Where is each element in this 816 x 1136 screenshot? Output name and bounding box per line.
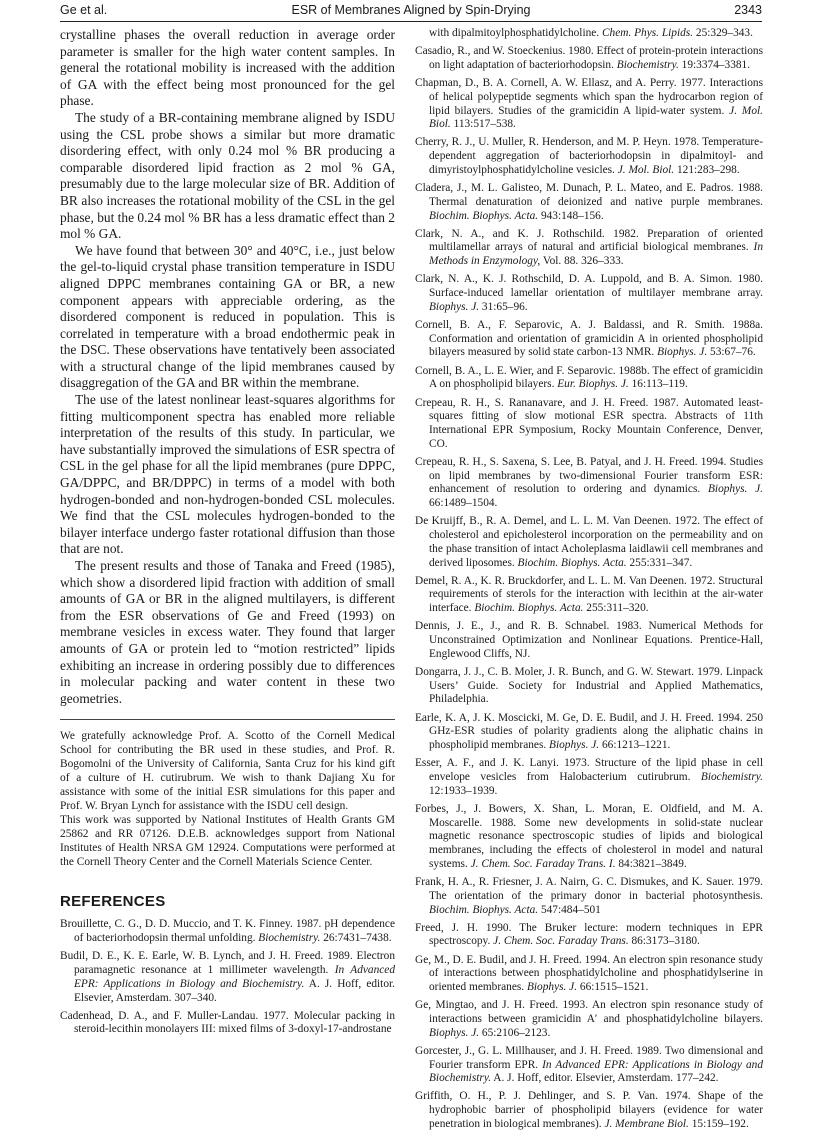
reference-continuation xyxy=(415,27,763,41)
reference-volume-pages: 12:1933–1939. xyxy=(429,784,498,797)
reference-item xyxy=(415,876,763,917)
reference-volume-pages: 66:1515–1521. xyxy=(577,981,649,994)
reference-item xyxy=(415,712,763,753)
reference-text: Cadenhead, D. A., and F. Muller-Landau. 1977. Molecular packing in steroid-lecithin monolayers III: mixed films of 3-doxyl-17-androstane xyxy=(60,1009,395,1036)
reference-item xyxy=(60,918,395,946)
reference-text: Chapman, D., B. A. Cornell, A. W. Ellasz, and A. Perry. 1977. Interactions of helical polypeptide segments which span the hydrocarbon region of lipid bilayers. Studies of the gramicidin A lipid-water system. xyxy=(415,77,763,117)
reference-journal: Biochemistry. xyxy=(700,771,763,783)
reference-volume-pages: 19:3374–3381. xyxy=(678,58,751,71)
reference-text: Earle, K. A, J. K. Moscicki, M. Ge, D. E. Budil, and J. H. Freed. 1994. 250 GHz-ESR studies of polarity gradients along the aliphatic chains in phospholipid membranes. xyxy=(415,711,763,752)
reference-text: Freed, J. H. 1990. The Bruker lecture: modern techniques in EPR spectroscopy. xyxy=(415,921,763,948)
reference-journal: Biophys. J. xyxy=(707,483,764,496)
reference-list-right xyxy=(415,45,763,1132)
reference-item xyxy=(415,456,763,511)
reference-volume-pages: 25:329–343. xyxy=(693,27,753,39)
reference-journal: In Advanced EPR: Applications in Biology and Biochemistry. xyxy=(429,1058,763,1085)
header-title: ESR of Membranes Aligned by Spin-Drying xyxy=(291,3,531,17)
reference-item xyxy=(415,803,763,872)
body-paragraph: We have found that between 30° and 40°C, i.e., just below the gel-to-liquid crystal phase transition temperature in ISDU aligned DPPC membranes containing GA or BR, a new component appears with appreciable ordering, as the disordered component is reduced in population. This is correlated in temperature with a broad endothermic peak in the DSC. These observations have tentatively been associated with a structural change of the lipid membranes caused by disaggregation of the GA and BR within the membrane. xyxy=(60,242,395,391)
reference-journal: Biophys. J. xyxy=(429,1026,480,1039)
funding-paragraph: This work was supported by National Institutes of Health Grants GM 25862 and RR 07126. D.E.B. acknowledges support from National Institutes of Health NRSA GM 12924. Computations were performed at the Cornell Theory Center and the Cornell Materials Science Center. xyxy=(60,813,395,868)
reference-journal: Biochemistry. xyxy=(258,932,321,945)
reference-volume-pages: 16:113–119. xyxy=(628,378,688,391)
reference-item xyxy=(415,922,763,950)
reference-journal: J. Mol. Biol. xyxy=(617,163,675,176)
reference-volume-pages: 84:3821–3849. xyxy=(615,857,687,870)
reference-volume-pages: 121:283–298. xyxy=(674,163,740,176)
reference-journal: Biochim. Biophys. Acta. xyxy=(517,556,627,569)
body-paragraph: crystalline phases the overall reduction in average order parameter is smaller for the high water content samples. In general the rotational mobility is increased with the addition of GA with the effect being most pronounced for the gel phase. xyxy=(60,27,395,109)
reference-volume-pages: 943:148–156. xyxy=(538,209,604,222)
reference-volume-pages: 53:67–76. xyxy=(707,346,756,359)
reference-item xyxy=(415,757,763,798)
reference-item xyxy=(415,228,763,269)
reference-volume-pages: 66:1213–1221. xyxy=(599,739,671,752)
reference-item xyxy=(415,954,763,995)
reference-text: Cherry, R. J., U. Muller, R. Henderson, and M. P. Heyn. 1978. Temperature-dependent aggregation of bacteriorhodopsin in dipalmitoyl- and dimyristoylphosphatidylcholine vesicles. xyxy=(415,136,763,176)
reference-item xyxy=(415,365,763,393)
reference-item xyxy=(415,999,763,1040)
reference-text: Dongarra, J. J., C. B. Moler, J. R. Bunch, and G. W. Stewart. 1979. Linpack Users’ Guide. Society for Industrial and Applied Mathematics, Philadelphia. xyxy=(415,665,763,706)
reference-item xyxy=(415,620,763,661)
reference-text: Frank, H. A., R. Friesner, J. A. Nairn, G. C. Dismukes, and K. Sauer. 1979. The orientation of the primary donor in bacterial photosynthesis. xyxy=(415,876,763,902)
reference-volume-pages: 66:1489–1504. xyxy=(429,497,498,510)
running-header xyxy=(60,0,762,22)
reference-journal: J. Chem. Soc. Faraday Trans. xyxy=(493,935,629,948)
reference-item xyxy=(415,1090,763,1131)
reference-journal: Eur. Biophys. J. xyxy=(557,378,629,391)
reference-volume-pages: A. J. Hoff, editor. Elsevier, Amsterdam. 307–340. xyxy=(74,977,395,1004)
reference-volume-pages: 31:65–96. xyxy=(479,300,528,313)
reference-item xyxy=(415,273,763,314)
reference-journal: Biophys. J. xyxy=(549,739,600,752)
reference-volume-pages: Vol. 88. 326–333. xyxy=(540,255,624,268)
reference-volume-pages: 86:3173–3180. xyxy=(628,935,700,948)
reference-list-left xyxy=(60,918,395,1037)
reference-journal: Chem. Phys. Lipids. xyxy=(601,27,694,39)
reference-text: De Kruijff, B., R. A. Demel, and L. L. M. Van Deenen. 1972. The effect of cholesterol and epicholesterol incorporation on the permeability and on the phase transition of intact Acholeplasma laidlawii cell membranes and derived liposomes. xyxy=(415,515,763,569)
references-heading: REFERENCES xyxy=(60,893,166,911)
reference-item xyxy=(415,666,763,707)
reference-item xyxy=(415,182,763,223)
reference-text: Esser, A. F., and J. K. Lanyi. 1973. Structure of the lipid phase in cell envelope vesicles from Halobacterium cutirubrum. xyxy=(415,757,763,783)
reference-text: Ge, Mingtao, and J. H. Freed. 1993. An electron spin resonance study of interactions between gramicidin A′ and phosphatidylcholine bilayers. xyxy=(415,999,763,1025)
reference-text: Clark, N. A., and K. J. Rothschild. 1982. Preparation of oriented multilamellar arrays of natural and artificial biological membranes. xyxy=(415,227,763,254)
reference-text: Dennis, J. E., J., and R. B. Schnabel. 1983. Numerical Methods for Unconstrained Optimization and Nonlinear Equations. Prentice-Hall, Englewood Cliffs, NJ. xyxy=(415,620,763,660)
reference-journal: Biophys. J. xyxy=(429,300,480,313)
reference-item xyxy=(60,1010,395,1038)
body-paragraph: The use of the latest nonlinear least-squares algorithms for fitting multicomponent spectra has enabled more reliable interpretation of the results of this study. In particular, we have substantially improved the simulations of ESR spectra of CSL in the gel phase for all the lipid membranes (pure DPPC, GA/DPPC, and BR/DPPC) in terms of a model with both hydrogen-bonded and non-hydrogen-bonded CSL molecules. We find that the CSL molecules hydrogen-bonded to the bilayer interface undergo faster rotational diffusion than those that are not. xyxy=(60,392,395,557)
reference-text: Clark, N. A., K. J. Rothschild, D. A. Luppold, and B. A. Simon. 1980. Surface-induced lamellar orientation of multilayer membrane array. xyxy=(415,273,763,300)
reference-volume-pages: 26:7431–7438. xyxy=(320,932,392,945)
reference-volume-pages: 113:517–538. xyxy=(450,118,516,131)
reference-item xyxy=(415,45,763,73)
acknowledgment-paragraph: We gratefully acknowledge Prof. A. Scotto of the Cornell Medical School for contributing the BR used in these studies, and Prof. R. Bogomolni of the University of California, Santa Cruz for his kind gift of a culture of H. cutirubrum. We wish to thank Dajiang Xu for assistance with some of the initial ESR simulations for this paper and Prof. W. Bryan Lynch for assistance with the ISDU cell design. xyxy=(60,730,395,812)
reference-journal: In Advanced EPR: Applications in Biology and Biochemistry. xyxy=(74,964,395,990)
reference-item xyxy=(415,575,763,616)
reference-item xyxy=(415,515,763,570)
right-column xyxy=(415,27,763,1136)
left-column xyxy=(60,27,395,1042)
reference-journal: Biochim. Biophys. Acta. xyxy=(474,602,584,615)
reference-journal: Biochim. Biophys. Acta. xyxy=(429,209,539,222)
reference-text: Cornell, B. A., F. Separovic, A. J. Baldassi, and R. Smith. 1988a. Conformation and orientation of gramicidin A in oriented phospholipid bilayers measured by solid state carbon-13 NMR. xyxy=(415,318,763,359)
reference-item xyxy=(415,136,763,177)
reference-text: Ge, M., D. E. Budil, and J. H. Freed. 1994. An electron spin resonance study of interactions between phosphatidylcholine and phosphatidylserine in oriented membranes. xyxy=(415,953,763,994)
reference-journal: Biophys. J. xyxy=(526,981,578,994)
reference-item xyxy=(415,397,763,452)
reference-text: Griffith, O. H., P. J. Dehlinger, and S. P. Van. 1974. Shape of the hydrophobic barrier of phospholipid bilayers (evidence for water penetration in biological membranes). xyxy=(415,1090,763,1130)
body-paragraph: The present results and those of Tanaka and Freed (1985), which show a disordered lipid fraction with addition of small amounts of GA or BR in the aligned multilayers, is different from the ESR observations of Ge and Freed (1993) on membrane vesicles in excess water. They found that larger amounts of GA or protein led to “motion restricted” lipids exhibiting an increase in ordering possibly due to differences in molecular packing and water content in these two geometries. xyxy=(60,558,395,706)
reference-text: Crepeau, R. H., S. Rananavare, and J. H. Freed. 1987. Automated least-squares fitting of slow motional ESR spectra. Abstracts of 11th International EPR Symposium, Rocky Mountain Conference, Denver, CO. xyxy=(415,396,763,450)
reference-journal: J. Mol. Biol. xyxy=(429,104,763,131)
page-number: 2343 xyxy=(734,3,762,17)
header-authors: Ge et al. xyxy=(60,3,108,17)
reference-item xyxy=(415,1045,763,1086)
reference-text: Brouillette, C. G., D. D. Muccio, and T. K. Finney. 1987. pH dependence of bacteriorhodopsin thermal unfolding. xyxy=(60,918,395,945)
reference-journal: Biophys. J. xyxy=(657,346,708,359)
reference-journal: Biochemistry. xyxy=(616,58,679,71)
reference-item xyxy=(415,319,763,360)
section-divider xyxy=(60,719,395,720)
reference-volume-pages: 255:311–320. xyxy=(583,602,649,615)
reference-text: Demel, R. A., K. R. Bruckdorfer, and L. L. M. Van Deenen. 1972. Structural requirements of sterols for the interaction with lecithin at the air-water interface. xyxy=(415,574,763,615)
reference-volume-pages: 15:159–192. xyxy=(688,1117,749,1130)
reference-text: Crepeau, R. H., S. Saxena, S. Lee, B. Patyal, and J. H. Freed. 1994. Studies on lipid membranes by two-dimensional Fourier transform ESR: enhancement of resolution to ordering and dynamics. xyxy=(415,455,763,496)
reference-text: Cladera, J., M. L. Galisteo, M. Dunach, P. L. Mateo, and E. Padros. 1988. Thermal denaturation of deionized and native purple membranes. xyxy=(415,182,763,208)
reference-volume-pages: 547:484–501 xyxy=(538,903,601,916)
reference-text: Gorcester, J., G. L. Millhauser, and J. H. Freed. 1989. Two dimensional and Fourier transform EPR. xyxy=(415,1044,763,1071)
reference-journal: In Methods in Enzymology, xyxy=(429,241,763,268)
reference-text: Budil, D. E., K. E. Earle, W. B. Lynch, and J. H. Freed. 1989. Electron paramagnetic resonance at 1 millimeter wavelength. xyxy=(60,950,395,977)
reference-journal: Biochim. Biophys. Acta. xyxy=(429,903,539,916)
reference-text: with dipalmitoylphosphatidylcholine. xyxy=(429,27,602,39)
reference-text: Cornell, B. A., L. E. Wier, and F. Separovic. 1988b. The effect of gramicidin A on phospholipid bilayers. xyxy=(415,364,763,391)
reference-text: Forbes, J., J. Bowers, X. Shan, L. Moran, E. Oldfield, and M. A. Moscarelle. 1988. Some new developments in solid-state nuclear magnetic resonance spectroscopic studies of lipids and biological membranes, including the effects of cholesterol in model and natural systems. xyxy=(415,802,763,870)
reference-journal: J. Chem. Soc. Faraday Trans. I. xyxy=(470,857,616,870)
reference-item xyxy=(60,950,395,1005)
body-paragraph: The study of a BR-containing membrane aligned by ISDU using the CSL probe shows a similar but more dramatic disordering effect, with only 0.24 mol % BR producing a comparable disordered lipid fraction as 2 mol % GA, presumably due to the large molecular size of BR. Addition of BR also increases the rotational mobility of the CSL in the gel phase, but the 0.24 mol % BR has a less dramatic effect than 2 mol % GA. xyxy=(60,109,395,242)
reference-text: Casadio, R., and W. Stoeckenius. 1980. Effect of protein-protein interactions on light adaptation of bacteriorhodopsin. xyxy=(415,45,763,71)
reference-volume-pages: 65:2106–2123. xyxy=(479,1026,551,1039)
reference-item xyxy=(415,77,763,132)
reference-volume-pages: A. J. Hoff, editor. Elsevier, Amsterdam. 177–242. xyxy=(491,1072,719,1085)
reference-journal: J. Membrane Biol. xyxy=(604,1117,689,1130)
reference-volume-pages: 255:331–347. xyxy=(626,556,693,569)
